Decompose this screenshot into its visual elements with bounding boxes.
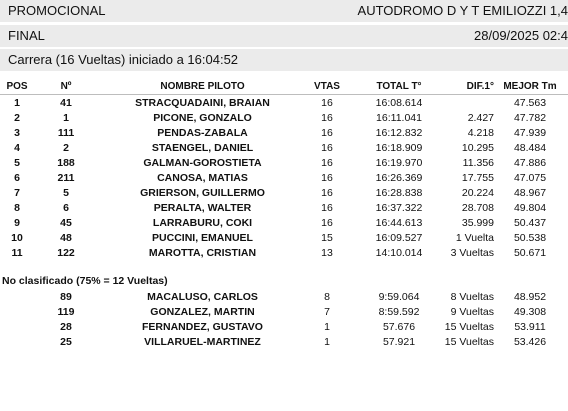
cell-pos: 8 (14, 202, 20, 214)
race-info: Carrera (16 Vueltas) iniciado a 16:04:52 (8, 52, 239, 67)
cell-vtas: 15 (321, 232, 333, 244)
cell-name: GALMAN-GOROSTIETA (143, 157, 262, 169)
table-row (0, 126, 568, 141)
cell-num: 211 (57, 172, 75, 184)
cell-num: 25 (60, 336, 72, 348)
cell-total: 16:37.322 (375, 202, 423, 214)
cell-vtas: 16 (321, 172, 333, 184)
session-datetime: 28/09/2025 02:4 (474, 28, 568, 43)
cell-pos: 2 (14, 112, 20, 124)
cell-mejor: 50.671 (513, 247, 547, 259)
cell-vtas: 16 (321, 217, 333, 229)
cell-name: PUCCINI, EMANUEL (152, 232, 253, 244)
cell-total: 16:18.909 (375, 142, 423, 154)
venue-title: AUTODROMO D Y T EMILIOZZI 1,4 (357, 3, 568, 18)
cell-name: PERALTA, WALTER (153, 202, 252, 214)
cell-num: 28 (60, 321, 72, 333)
table-row (0, 320, 568, 335)
cell-vtas: 16 (321, 202, 333, 214)
results-table (0, 96, 568, 261)
cell-vtas: 8 (324, 291, 330, 303)
cell-mejor: 48.967 (513, 187, 547, 199)
table-row (0, 201, 568, 216)
cell-mejor: 49.804 (513, 202, 547, 214)
cell-pos: 10 (11, 232, 23, 244)
col-mejor: MEJOR Tm (503, 81, 557, 92)
cell-num: 89 (60, 291, 72, 303)
cell-name: PICONE, GONZALO (153, 112, 252, 124)
cell-total: 8:59.592 (378, 306, 420, 318)
cell-dif: 10.295 (461, 142, 494, 154)
cell-vtas: 16 (321, 142, 333, 154)
cell-pos: 5 (14, 157, 20, 169)
category-title: PROMOCIONAL (8, 3, 106, 18)
session-title: FINAL (8, 28, 45, 43)
cell-total: 16:26.369 (375, 172, 423, 184)
cell-num: 6 (63, 202, 69, 214)
cell-name: PENDAS-ZABALA (157, 127, 248, 139)
cell-vtas: 16 (321, 97, 333, 109)
cell-total: 14:10.014 (375, 247, 423, 259)
header-divider (0, 94, 568, 95)
cell-name: STRACQUADAINI, BRAIAN (135, 97, 270, 109)
table-row (0, 305, 568, 320)
col-vtas: VTAS (314, 81, 340, 92)
cell-pos: 7 (14, 187, 20, 199)
cell-mejor: 47.886 (513, 157, 547, 169)
cell-mejor: 53.911 (514, 321, 546, 333)
cell-vtas: 13 (321, 247, 333, 259)
cell-mejor: 47.075 (513, 172, 547, 184)
cell-vtas: 7 (324, 306, 330, 318)
cell-total: 16:44.613 (375, 217, 423, 229)
cell-dif: 20.224 (461, 187, 494, 199)
cell-total: 16:08.614 (375, 97, 423, 109)
not-classified-table (0, 290, 568, 350)
cell-num: 188 (57, 157, 75, 169)
table-row (0, 96, 568, 111)
cell-dif: 2.427 (467, 112, 494, 124)
cell-pos: 4 (14, 142, 20, 154)
cell-dif: 3 Vueltas (450, 247, 494, 259)
cell-total: 57.921 (382, 336, 416, 348)
cell-vtas: 16 (321, 112, 333, 124)
cell-dif: 15 Vueltas (444, 336, 494, 348)
cell-dif: 9 Vueltas (450, 306, 494, 318)
cell-mejor: 48.484 (513, 142, 547, 154)
cell-mejor: 48.952 (513, 291, 547, 303)
cell-dif: 8 Vueltas (450, 291, 494, 303)
cell-name: CANOSA, MATIAS (157, 172, 248, 184)
cell-vtas: 1 (324, 336, 330, 348)
cell-total: 9:59.064 (378, 291, 420, 303)
cell-name: FERNANDEZ, GUSTAVO (142, 321, 263, 333)
table-row (0, 335, 568, 350)
cell-num: 119 (57, 306, 75, 318)
cell-num: 1 (63, 112, 69, 124)
table-row (0, 171, 568, 186)
cell-name: VILLARUEL-MARTINEZ (144, 336, 261, 348)
cell-mejor: 49.308 (513, 306, 547, 318)
cell-pos: 3 (14, 127, 20, 139)
cell-pos: 11 (11, 247, 23, 259)
cell-name: GRIERSON, GUILLERMO (140, 187, 265, 199)
cell-vtas: 1 (324, 321, 330, 333)
cell-total: 16:28.838 (375, 187, 423, 199)
cell-dif: 15 Vueltas (444, 321, 494, 333)
cell-num: 48 (60, 232, 72, 244)
header-bar-session (0, 25, 568, 47)
col-dif: DIF.1° (466, 81, 494, 92)
cell-name: GONZALEZ, MARTIN (150, 306, 255, 318)
cell-name: LARRABURU, COKI (152, 217, 253, 229)
cell-total: 16:19.970 (375, 157, 423, 169)
table-row (0, 290, 568, 305)
cell-num: 111 (57, 127, 75, 139)
results-column-headers (0, 80, 568, 94)
cell-mejor: 53.426 (513, 336, 547, 348)
col-pos: POS (6, 81, 28, 92)
table-row (0, 231, 568, 246)
cell-mejor: 47.939 (513, 127, 547, 139)
cell-total: 16:09.527 (375, 232, 423, 244)
cell-dif: 28.708 (461, 202, 494, 214)
cell-mejor: 47.563 (513, 97, 547, 109)
cell-num: 45 (60, 217, 72, 229)
table-row (0, 156, 568, 171)
cell-dif: 35.999 (461, 217, 494, 229)
cell-dif: 1 Vuelta (455, 232, 494, 244)
cell-pos: 9 (14, 217, 20, 229)
cell-num: 2 (63, 142, 69, 154)
table-row (0, 111, 568, 126)
cell-total: 16:12.832 (375, 127, 423, 139)
cell-num: 122 (57, 247, 75, 259)
cell-num: 41 (60, 97, 72, 109)
cell-total: 16:11.041 (376, 112, 422, 124)
cell-name: MAROTTA, CRISTIAN (148, 247, 257, 259)
cell-pos: 6 (14, 172, 20, 184)
table-row (0, 216, 568, 231)
table-row (0, 246, 568, 261)
col-total: TOTAL T° (376, 81, 422, 92)
cell-vtas: 16 (321, 187, 333, 199)
cell-mejor: 50.437 (513, 217, 547, 229)
col-num: Nº (60, 81, 72, 92)
cell-num: 5 (63, 187, 69, 199)
header-bar-race-info (0, 49, 568, 71)
cell-vtas: 16 (321, 127, 333, 139)
cell-pos: 1 (14, 97, 20, 109)
col-name: NOMBRE PILOTO (160, 81, 245, 92)
cell-dif: 11.356 (462, 157, 494, 169)
cell-name: STAENGEL, DANIEL (151, 142, 254, 154)
table-row (0, 141, 568, 156)
cell-mejor: 47.782 (513, 112, 547, 124)
cell-vtas: 16 (321, 157, 333, 169)
header-bar-category (0, 0, 568, 22)
cell-mejor: 50.538 (513, 232, 547, 244)
cell-dif: 4.218 (467, 127, 494, 139)
not-classified-title: No clasificado (75% = 12 Vueltas) (2, 275, 168, 287)
cell-name: MACALUSO, CARLOS (147, 291, 258, 303)
table-row (0, 186, 568, 201)
cell-total: 57.676 (382, 321, 416, 333)
cell-dif: 17.755 (461, 172, 494, 184)
